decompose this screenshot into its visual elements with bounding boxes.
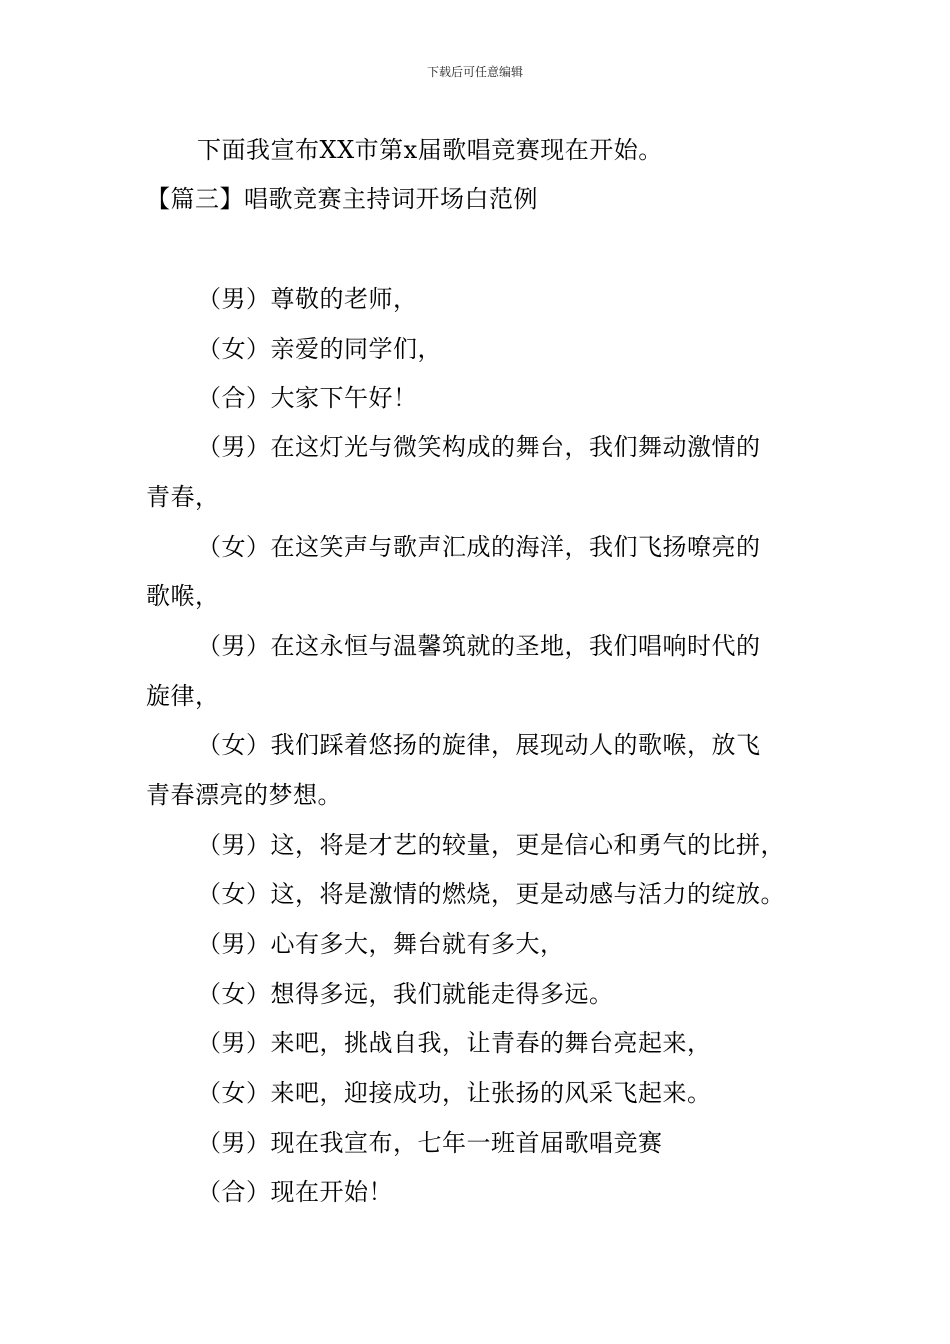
- dialogue-line: （女）在这笑声与歌声汇成的海洋，我们飞扬嘹亮的: [197, 533, 761, 561]
- dialogue-line: （男）尊敬的老师，: [197, 285, 418, 313]
- dialogue-line: （女）这，将是激情的燃烧，更是动感与活力的绽放。: [197, 880, 785, 908]
- dialogue-line: （男）心有多大，舞台就有多大，: [197, 930, 565, 958]
- dialogue-line: （女）亲爱的同学们，: [197, 335, 442, 363]
- section-title: 【篇三】唱歌竞赛主持词开场白范例: [146, 185, 538, 213]
- dialogue-line-continued: 旋律，: [146, 682, 220, 710]
- dialogue-line: （女）我们踩着悠扬的旋律，展现动人的歌喉，放飞: [197, 731, 761, 759]
- dialogue-line: （男）在这永恒与温馨筑就的圣地，我们唱响时代的: [197, 632, 761, 660]
- intro-line: 下面我宣布XX市第x届歌唱竞赛现在开始。: [197, 136, 663, 164]
- dialogue-line: （男）现在我宣布，七年一班首届歌唱竞赛: [197, 1129, 663, 1157]
- dialogue-line: （男）来吧，挑战自我，让青春的舞台亮起来，: [197, 1029, 712, 1057]
- dialogue-line: （合）现在开始！: [197, 1178, 393, 1206]
- dialogue-line-continued: 青春漂亮的梦想。: [146, 781, 342, 809]
- dialogue-line: （合）大家下午好！: [197, 384, 418, 412]
- dialogue-line: （女）想得多远，我们就能走得多远。: [197, 980, 614, 1008]
- header-note: 下载后可任意编辑: [426, 65, 523, 79]
- dialogue-line: （女）来吧，迎接成功，让张扬的风采飞起来。: [197, 1079, 712, 1107]
- dialogue-line: （男）在这灯光与微笑构成的舞台，我们舞动激情的: [197, 433, 761, 461]
- dialogue-line-continued: 歌喉，: [146, 582, 220, 610]
- dialogue-line: （男）这，将是才艺的较量，更是信心和勇气的比拼，: [197, 831, 785, 859]
- dialogue-line-continued: 青春，: [146, 483, 220, 511]
